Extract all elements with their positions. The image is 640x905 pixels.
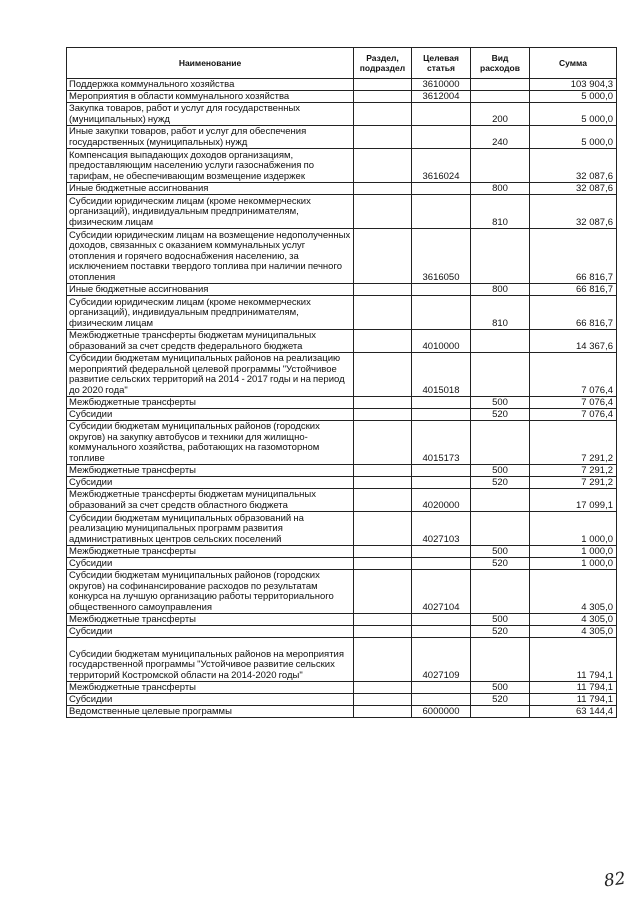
header-sum: Сумма [530, 48, 617, 79]
cell-expense [471, 330, 530, 353]
table-row [67, 477, 617, 489]
cell-sum: 7 291,2 [530, 465, 617, 477]
cell-expense [471, 421, 530, 465]
cell-expense [471, 706, 530, 718]
cell-section [354, 103, 412, 126]
cell-expense [471, 91, 530, 103]
table-row [67, 706, 617, 718]
cell-name: Межбюджетные трансферты бюджетам муниципальных образований за счет средств федерального бюджета [67, 330, 354, 353]
cell-section [354, 465, 412, 477]
cell-sum: 32 087,6 [530, 149, 617, 183]
cell-name: Ведомственные целевые программы [67, 706, 354, 718]
cell-section [354, 489, 412, 512]
cell-sum: 11 794,1 [530, 694, 617, 706]
cell-name: Иные бюджетные ассигнования [67, 183, 354, 195]
cell-expense [471, 512, 530, 546]
table-header-row [67, 48, 617, 79]
cell-section [354, 694, 412, 706]
budget-document [66, 47, 616, 718]
cell-section [354, 409, 412, 421]
cell-expense [471, 570, 530, 614]
cell-expense: 810 [471, 296, 530, 330]
table-row [67, 296, 617, 330]
cell-section [354, 183, 412, 195]
cell-expense [471, 149, 530, 183]
cell-section [354, 421, 412, 465]
cell-target: 3610000 [412, 79, 471, 91]
cell-name: Субсидии [67, 409, 354, 421]
table-row [67, 284, 617, 296]
cell-name: Субсидии бюджетам муниципальных образований на реализацию муниципальных программ развития административных центров сельских поселений [67, 512, 354, 546]
cell-name: Мероприятия в области коммунального хозяйства [67, 91, 354, 103]
cell-target: 4010000 [412, 330, 471, 353]
cell-name: Закупка товаров, работ и услуг для государственных (муниципальных) нужд [67, 103, 354, 126]
cell-target [412, 126, 471, 149]
cell-sum: 1 000,0 [530, 546, 617, 558]
cell-section [354, 626, 412, 638]
cell-target [412, 183, 471, 195]
table-row [67, 546, 617, 558]
cell-section [354, 682, 412, 694]
cell-section [354, 149, 412, 183]
cell-name: Межбюджетные трансферты [67, 614, 354, 626]
table-row [67, 570, 617, 614]
cell-target [412, 546, 471, 558]
cell-section [354, 284, 412, 296]
cell-section [354, 512, 412, 546]
cell-expense [471, 353, 530, 397]
cell-target [412, 626, 471, 638]
cell-section [354, 195, 412, 229]
cell-sum: 103 904,3 [530, 79, 617, 91]
table-row [67, 397, 617, 409]
cell-name: Межбюджетные трансферты бюджетам муниципальных образований за счет средств областного бюджета [67, 489, 354, 512]
cell-sum: 66 816,7 [530, 284, 617, 296]
cell-section [354, 91, 412, 103]
table-row [67, 79, 617, 91]
cell-sum: 4 305,0 [530, 626, 617, 638]
cell-target [412, 296, 471, 330]
cell-sum: 63 144,4 [530, 706, 617, 718]
header-target: Целевая статья [412, 48, 471, 79]
cell-sum: 11 794,1 [530, 682, 617, 694]
cell-sum: 7 291,2 [530, 477, 617, 489]
cell-name: Компенсация выпадающих доходов организациям, предоставляющим населению услуги газоснабжения по тарифам, не обеспечивающим возмещение издержек [67, 149, 354, 183]
page-number: 82 [603, 868, 628, 892]
table-row [67, 103, 617, 126]
table-row [67, 91, 617, 103]
cell-expense: 500 [471, 546, 530, 558]
header-section: Раздел, подраздел [354, 48, 412, 79]
cell-name: Субсидии юридическим лицам на возмещение недополученных доходов, связанных с оказанием коммунальных услуг отопления и горячего водоснабжения населению, за исключением поставки твердого топлива при наличии печного отопления [67, 229, 354, 284]
cell-expense: 520 [471, 477, 530, 489]
cell-expense: 200 [471, 103, 530, 126]
cell-expense [471, 489, 530, 512]
cell-section [354, 477, 412, 489]
cell-sum: 66 816,7 [530, 229, 617, 284]
table-row [67, 229, 617, 284]
cell-name: Межбюджетные трансферты [67, 546, 354, 558]
cell-target [412, 682, 471, 694]
cell-target: 6000000 [412, 706, 471, 718]
cell-target [412, 284, 471, 296]
cell-expense: 800 [471, 183, 530, 195]
table-row [67, 183, 617, 195]
table-row [67, 694, 617, 706]
cell-sum: 7 076,4 [530, 409, 617, 421]
table-row [67, 149, 617, 183]
cell-expense: 520 [471, 694, 530, 706]
cell-sum: 11 794,1 [530, 638, 617, 682]
cell-name: Субсидии юридическим лицам (кроме некоммерческих организаций), индивидуальным предпринимателям, физическим лицам [67, 296, 354, 330]
header-name: Наименование [67, 48, 354, 79]
cell-section [354, 353, 412, 397]
table-row [67, 682, 617, 694]
cell-target: 4027109 [412, 638, 471, 682]
cell-sum: 4 305,0 [530, 570, 617, 614]
cell-sum: 66 816,7 [530, 296, 617, 330]
table-row [67, 126, 617, 149]
cell-target [412, 465, 471, 477]
cell-section [354, 706, 412, 718]
cell-target [412, 397, 471, 409]
cell-expense [471, 638, 530, 682]
cell-target: 3616050 [412, 229, 471, 284]
cell-sum: 32 087,6 [530, 183, 617, 195]
cell-expense: 810 [471, 195, 530, 229]
cell-sum: 1 000,0 [530, 512, 617, 546]
cell-section [354, 570, 412, 614]
cell-section [354, 546, 412, 558]
cell-target: 4027103 [412, 512, 471, 546]
cell-name: Субсидии бюджетам муниципальных районов на мероприятия государственной программы "Устойчивое развитие сельских территорий Костромской области на 2014-2020 годы" [67, 638, 354, 682]
table-row [67, 465, 617, 477]
cell-target [412, 195, 471, 229]
cell-sum: 4 305,0 [530, 614, 617, 626]
cell-expense [471, 229, 530, 284]
table-row [67, 626, 617, 638]
cell-section [354, 296, 412, 330]
cell-name: Межбюджетные трансферты [67, 397, 354, 409]
cell-section [354, 79, 412, 91]
cell-name: Поддержка коммунального хозяйства [67, 79, 354, 91]
table-row [67, 409, 617, 421]
cell-section [354, 330, 412, 353]
cell-expense [471, 79, 530, 91]
cell-name: Субсидии бюджетам муниципальных районов (городских округов) на закупку автобусов и техники для жилищно-коммунального хозяйства, работающих на газомоторном топливе [67, 421, 354, 465]
cell-name: Межбюджетные трансферты [67, 465, 354, 477]
table-row [67, 512, 617, 546]
cell-section [354, 397, 412, 409]
cell-target: 3612004 [412, 91, 471, 103]
cell-expense: 800 [471, 284, 530, 296]
table-row [67, 638, 617, 682]
cell-target: 4027104 [412, 570, 471, 614]
cell-section [354, 614, 412, 626]
cell-target [412, 558, 471, 570]
table-row [67, 421, 617, 465]
cell-name: Субсидии бюджетам муниципальных районов на реализацию мероприятий федеральной целевой программы "Устойчивое развитие сельских территорий на 2014 - 2017 годы и на период до 2020 года" [67, 353, 354, 397]
cell-name: Межбюджетные трансферты [67, 682, 354, 694]
cell-expense: 500 [471, 397, 530, 409]
cell-section [354, 558, 412, 570]
cell-sum: 7 076,4 [530, 353, 617, 397]
cell-target [412, 614, 471, 626]
cell-target [412, 694, 471, 706]
cell-expense: 520 [471, 558, 530, 570]
cell-target [412, 409, 471, 421]
cell-name: Иные закупки товаров, работ и услуг для обеспечения государственных (муниципальных) нужд [67, 126, 354, 149]
table-body [67, 79, 617, 718]
cell-sum: 5 000,0 [530, 126, 617, 149]
cell-sum: 7 291,2 [530, 421, 617, 465]
cell-sum: 17 099,1 [530, 489, 617, 512]
header-expense: Вид расходов [471, 48, 530, 79]
cell-name: Субсидии [67, 477, 354, 489]
budget-table [66, 47, 617, 718]
cell-name: Субсидии юридическим лицам (кроме некоммерческих организаций), индивидуальным предпринимателям, физическим лицам [67, 195, 354, 229]
table-row [67, 195, 617, 229]
cell-name: Субсидии [67, 558, 354, 570]
cell-target [412, 477, 471, 489]
cell-expense: 500 [471, 465, 530, 477]
cell-sum: 1 000,0 [530, 558, 617, 570]
cell-name: Субсидии [67, 626, 354, 638]
table-row [67, 558, 617, 570]
cell-section [354, 638, 412, 682]
table-row [67, 353, 617, 397]
cell-target: 4015018 [412, 353, 471, 397]
cell-expense: 240 [471, 126, 530, 149]
cell-expense: 500 [471, 614, 530, 626]
cell-sum: 5 000,0 [530, 91, 617, 103]
cell-target: 4015173 [412, 421, 471, 465]
cell-name: Иные бюджетные ассигнования [67, 284, 354, 296]
cell-sum: 32 087,6 [530, 195, 617, 229]
cell-sum: 14 367,6 [530, 330, 617, 353]
cell-section [354, 126, 412, 149]
cell-sum: 5 000,0 [530, 103, 617, 126]
cell-name: Субсидии бюджетам муниципальных районов (городских округов) на софинансирование расходов по результатам конкурса на лучшую организацию работы территориального общественного самоуправления [67, 570, 354, 614]
table-row [67, 489, 617, 512]
cell-expense: 520 [471, 409, 530, 421]
table-row [67, 330, 617, 353]
cell-name: Субсидии [67, 694, 354, 706]
cell-target [412, 103, 471, 126]
cell-expense: 520 [471, 626, 530, 638]
cell-target: 4020000 [412, 489, 471, 512]
table-row [67, 614, 617, 626]
cell-target: 3616024 [412, 149, 471, 183]
cell-section [354, 229, 412, 284]
cell-expense: 500 [471, 682, 530, 694]
cell-sum: 7 076,4 [530, 397, 617, 409]
